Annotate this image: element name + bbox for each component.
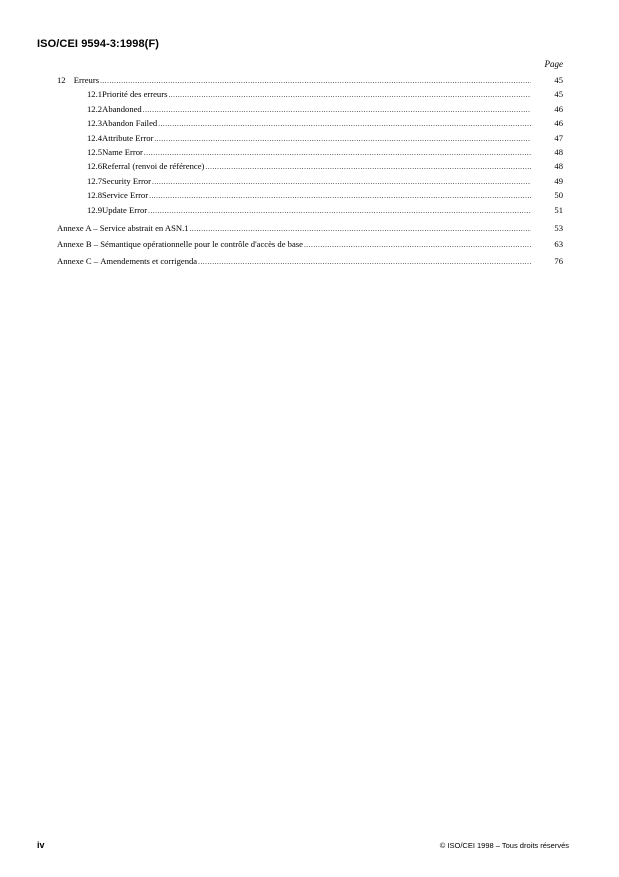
toc-entry-title: Amendements et corrigenda [100,255,198,266]
toc-entry-page: 50 [554,190,563,201]
dot-leader [190,221,531,238]
toc-entry-page: 53 [554,222,563,233]
toc-entry-annex-b[interactable] [57,236,563,253]
toc-entry-page: 49 [554,175,563,186]
toc-entry-title: Abandon Failed [102,118,158,129]
toc-entry-12-7[interactable] [57,174,563,188]
toc-entry-page: 45 [554,89,563,100]
toc-entry-12-1[interactable] [57,87,563,101]
dot-leader [143,103,531,117]
annex-label: Annexe C – [57,255,99,266]
toc-entry-12-9[interactable] [57,203,563,217]
toc-entry-12-4[interactable] [57,131,563,145]
document-reference-header: ISO/CEI 9594-3:1998(F) [37,38,160,50]
toc-entry-page: 46 [554,118,563,129]
toc-entry-number: 12.5 [87,146,103,157]
toc-entry-number: 12.1 [87,89,103,100]
toc-entry-title: Attribute Error [102,132,154,143]
footer-page-number: iv [37,840,45,850]
toc-entry-annex-c[interactable] [57,253,563,270]
toc-entry-number: 12.6 [87,161,103,172]
footer-copyright: © ISO/CEI 1998 – Tous droits réservés [439,841,569,850]
toc-entry-section-12[interactable] [57,73,563,87]
dot-leader [149,189,531,203]
table-of-contents [57,73,563,269]
toc-entry-page: 47 [554,132,563,143]
toc-entry-annex-a[interactable] [57,220,563,237]
annex-label: Annexe B – [57,239,99,250]
dot-leader [205,160,531,174]
dot-leader [152,175,531,189]
toc-entry-number: 12 [57,75,66,85]
dot-leader [148,204,531,218]
dot-leader [154,132,531,146]
toc-entry-12-5[interactable] [57,145,563,159]
dot-leader [144,146,531,160]
toc-entry-title: Priorité des erreurs [102,89,168,100]
toc-entry-page: 45 [554,75,563,85]
toc-entry-12-8[interactable] [57,188,563,202]
toc-entry-number: 12.7 [87,175,103,186]
toc-entry-title: Name Error [102,146,143,157]
toc-entry-number: 12.4 [87,132,103,143]
toc-entry-title: Service abstrait en ASN.1 [99,222,189,233]
toc-entry-title: Update Error [102,204,148,215]
toc-entry-number: 12.2 [87,103,103,114]
page-column-label: Page [544,59,563,69]
toc-entry-page: 48 [554,161,563,172]
toc-entry-title: Service Error [102,190,149,201]
toc-entry-number: 12.3 [87,118,103,129]
dot-leader [100,74,531,88]
toc-entry-title: Security Error [102,175,151,186]
annex-label: Annexe A – [57,222,98,233]
toc-entry-page: 76 [554,255,563,266]
toc-entry-page: 48 [554,146,563,157]
toc-entry-page: 63 [554,239,563,250]
toc-entry-page: 46 [554,103,563,114]
toc-entry-title: Referral (renvoi de référence) [102,161,205,172]
dot-leader [158,117,531,131]
toc-entry-number: 12.9 [87,204,103,215]
toc-entry-12-3[interactable] [57,116,563,130]
toc-entry-page: 51 [554,204,563,215]
dot-leader [168,88,531,102]
toc-entry-12-2[interactable] [57,102,563,116]
dot-leader [198,254,531,271]
toc-entry-title: Abandoned [102,103,142,114]
toc-entry-12-6[interactable] [57,159,563,173]
dot-leader [304,237,531,254]
toc-entry-title: Erreurs [73,75,100,85]
toc-entry-number: 12.8 [87,190,103,201]
toc-entry-title: Sémantique opérationnelle pour le contrôle d'accès de base [100,239,303,250]
